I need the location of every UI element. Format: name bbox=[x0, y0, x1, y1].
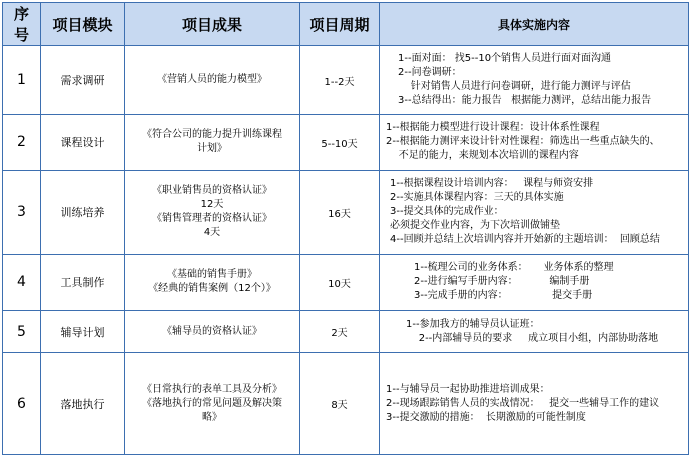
row-detail bbox=[380, 46, 689, 115]
row-module: 课程设计 bbox=[41, 115, 125, 171]
row-detail bbox=[380, 255, 689, 311]
row-period: 16天 bbox=[300, 170, 380, 254]
row-detail bbox=[380, 115, 689, 171]
table-row bbox=[3, 353, 689, 455]
detail-line: 3--提交激励的措施： 长期激励的可能性制度 bbox=[386, 411, 586, 423]
implementation-plan-table-container bbox=[2, 2, 688, 455]
row-number: 4 bbox=[3, 255, 41, 311]
row-number: 3 bbox=[3, 170, 41, 254]
result-line: 《符合公司的能力提升训练课程 bbox=[142, 129, 282, 141]
header-no: 序号 bbox=[3, 3, 41, 46]
result-line: 《经典的销售案例（12个）》 bbox=[148, 283, 276, 295]
row-module: 训练培养 bbox=[41, 170, 125, 254]
header-detail: 具体实施内容 bbox=[380, 3, 689, 46]
detail-line: 2--实施具体课程内容：三天的具体实施 bbox=[390, 192, 564, 204]
table-row bbox=[3, 46, 689, 115]
detail-line: 1--面对面： 找5--10个销售人员进行面对面沟通 bbox=[398, 53, 612, 64]
detail-line: 必须提交作业内容，为下次培训做铺垫 bbox=[390, 220, 560, 232]
result-line: 《辅导员的资格认证》 bbox=[162, 325, 262, 337]
row-number: 2 bbox=[3, 115, 41, 171]
result-line: 12天 bbox=[200, 199, 224, 211]
detail-line: 3--总结得出：能力报告 根据能力测评，总结出能力报告 bbox=[398, 95, 652, 106]
row-number: 5 bbox=[3, 310, 41, 353]
row-result bbox=[125, 115, 300, 171]
result-line: 《基础的销售手册》 bbox=[167, 269, 257, 281]
row-detail bbox=[380, 310, 689, 353]
result-line: 《日常执行的表单工具及分析》 bbox=[142, 383, 282, 395]
row-detail bbox=[380, 353, 689, 455]
row-period: 8天 bbox=[300, 353, 380, 455]
result-line: 4天 bbox=[203, 227, 221, 239]
detail-line: 2--进行编写手册内容： 编制手册 bbox=[414, 276, 590, 288]
detail-line: 2--问卷调研： bbox=[398, 67, 462, 78]
header-module: 项目模块 bbox=[41, 3, 125, 46]
detail-line: 1--根据课程设计培训内容： 课程与师资安排 bbox=[390, 178, 594, 190]
row-result bbox=[125, 46, 300, 115]
row-period: 2天 bbox=[300, 310, 380, 353]
detail-line: 1--根据能力模型进行设计课程：设计体系性课程 bbox=[386, 122, 600, 134]
detail-line: 4--回顾并总结上次培训内容并开始新的主题培训： 回顾总结 bbox=[390, 234, 660, 246]
detail-line: 3--完成手册的内容： 提交手册 bbox=[414, 290, 593, 302]
row-module: 落地执行 bbox=[41, 353, 125, 455]
row-result bbox=[125, 353, 300, 455]
result-line: 计划》 bbox=[197, 143, 227, 155]
result-line: 《营销人员的能力模型》 bbox=[157, 74, 267, 85]
row-number: 6 bbox=[3, 353, 41, 455]
detail-line: 2--根据能力测评来设计针对性课程：筛选出一些重点缺失的、 bbox=[386, 136, 660, 148]
row-period: 5--10天 bbox=[300, 115, 380, 171]
row-number: 1 bbox=[3, 46, 41, 115]
detail-line: 1--梳理公司的业务体系： 业务体系的整理 bbox=[414, 262, 614, 274]
row-module: 辅导计划 bbox=[41, 310, 125, 353]
header-period: 项目周期 bbox=[300, 3, 380, 46]
implementation-plan-table bbox=[2, 2, 689, 455]
result-line: 《销售管理者的资格认证》 bbox=[152, 213, 272, 225]
detail-line: 1--与辅导员一起协助推进培训成果： bbox=[386, 383, 550, 395]
detail-line: 不足的能力，来规划本次培训的课程内容 bbox=[386, 150, 579, 162]
table-header-row bbox=[3, 3, 689, 46]
row-period: 1--2天 bbox=[300, 46, 380, 115]
row-module: 需求调研 bbox=[41, 46, 125, 115]
table-row bbox=[3, 310, 689, 353]
row-result bbox=[125, 255, 300, 311]
row-result bbox=[125, 310, 300, 353]
result-line: 《落地执行的常见问题及解决策 bbox=[142, 397, 282, 409]
row-detail bbox=[380, 170, 689, 254]
table-row bbox=[3, 170, 689, 254]
result-line: 略》 bbox=[202, 411, 222, 423]
table-row bbox=[3, 255, 689, 311]
detail-line: 1--参加我方的辅导员认证班： bbox=[406, 318, 540, 330]
row-module: 工具制作 bbox=[41, 255, 125, 311]
table-row bbox=[3, 115, 689, 171]
row-result bbox=[125, 170, 300, 254]
detail-line: 2--内部辅导员的要求 成立项目小组，内部协助落地 bbox=[406, 332, 659, 344]
header-result: 项目成果 bbox=[125, 3, 300, 46]
detail-line: 3--提交具体的完成作业： bbox=[390, 206, 504, 218]
detail-line: 针对销售人员进行问卷调研，进行能力测评与评估 bbox=[398, 81, 631, 92]
detail-line: 2--现场跟踪销售人员的实战情况： 提交一些辅导工作的建议 bbox=[386, 397, 660, 409]
result-line: 《职业销售员的资格认证》 bbox=[152, 185, 272, 197]
row-period: 10天 bbox=[300, 255, 380, 311]
